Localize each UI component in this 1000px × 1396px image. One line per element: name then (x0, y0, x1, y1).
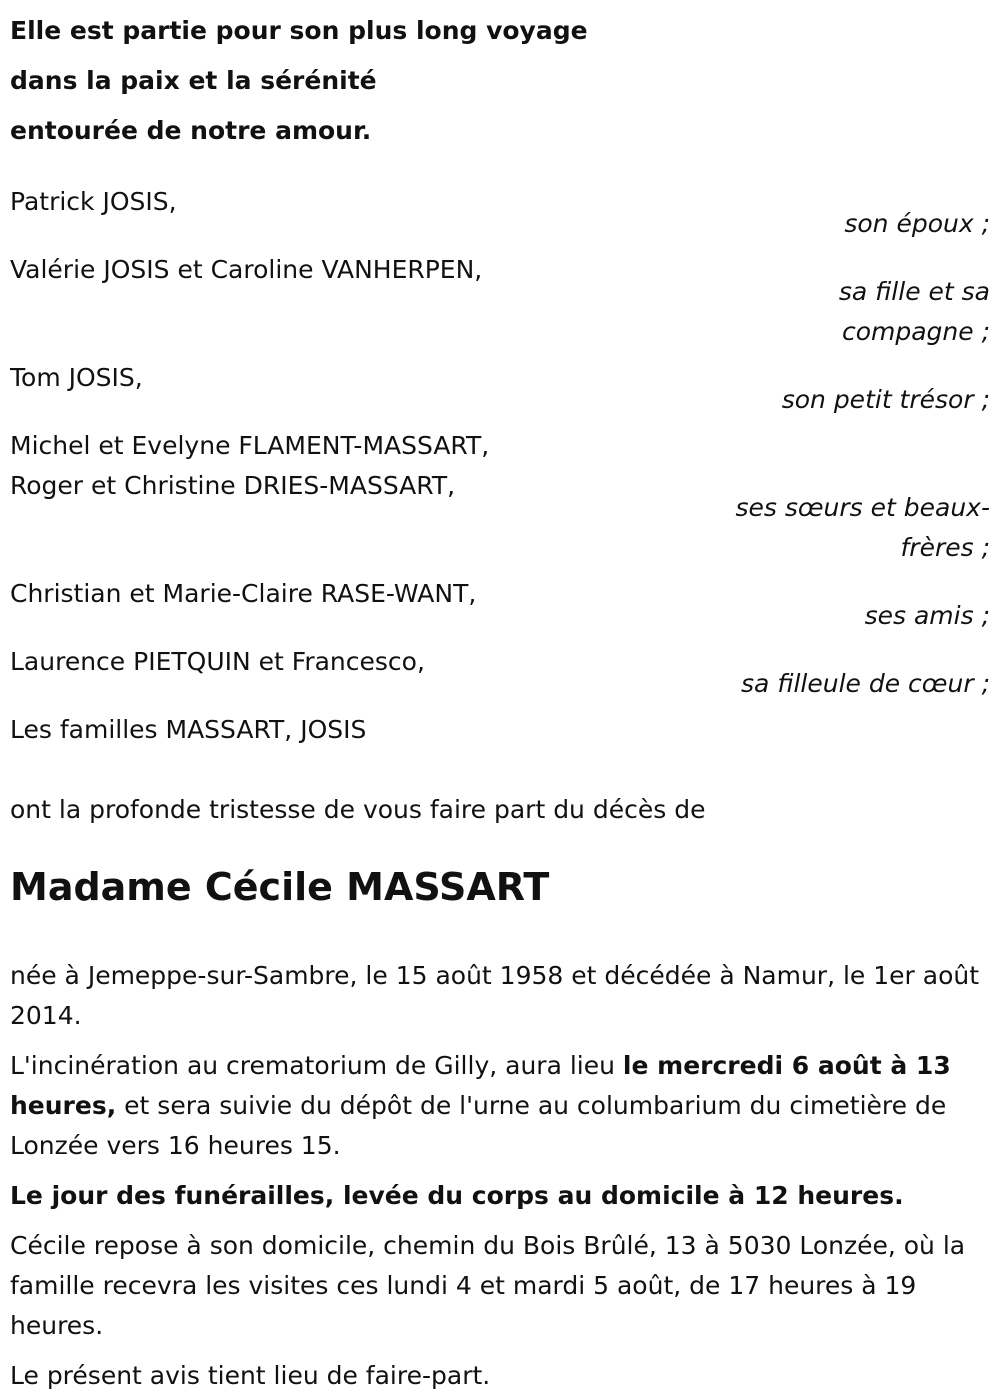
family-names: Valérie JOSIS et Caroline VANHERPEN, (10, 255, 483, 284)
deceased-name: Madame Cécile MASSART (10, 865, 550, 909)
family-names: Laurence PIETQUIN et Francesco, (10, 647, 425, 676)
family-role: son époux ; (844, 209, 990, 238)
family-role: ses amis ; (864, 601, 990, 630)
family-row (10, 574, 990, 636)
closing-text: Le présent avis tient lieu de faire-part. (10, 1361, 491, 1390)
cremation-text (10, 1046, 990, 1166)
poem (10, 0, 990, 156)
family-names: Patrick JOSIS, (10, 187, 177, 216)
cremation-post: et sera suivie du dépôt de l'urne au columbarium du cimetière de Lonzée vers 16 heures 15. (10, 1091, 947, 1160)
family-role: ses sœurs et beaux-frères ; (735, 493, 990, 562)
family-names: Tom JOSIS, (10, 363, 143, 392)
visits-text: Cécile repose à son domicile, chemin du Bois Brûlé, 13 à 5030 Lonzée, où la famille recevra les visites ces lundi 4 et mardi 5 août, de 17 heures à 19 heures. (10, 1231, 966, 1340)
cremation-pre: L'incinération au crematorium de Gilly, aura lieu (10, 1051, 623, 1080)
family-row (10, 426, 990, 568)
family-row (10, 358, 990, 420)
family-names: Michel et Evelyne FLAMENT-MASSART, (10, 431, 490, 460)
family-last: Les familles MASSART, JOSIS (10, 715, 367, 744)
poem-line-1: Elle est partie pour son plus long voyage (10, 16, 588, 45)
family-row (10, 642, 990, 704)
poem-line-2: dans la paix et la sérénité (10, 66, 377, 95)
details (10, 956, 990, 1396)
birth-death-text: née à Jemeppe-sur-Sambre, le 15 août 1958 et décédée à Namur, le 1er août 2014. (10, 961, 980, 1030)
cremation-date: le mercredi 6 août à 13 heures, (10, 1051, 951, 1120)
family-row (10, 182, 990, 244)
family-role: sa fille et sa compagne ; (838, 277, 990, 346)
poem-line-3: entourée de notre amour. (10, 116, 372, 145)
family-names: Christian et Marie-Claire RASE-WANT, (10, 579, 477, 608)
funeral-day-text: Le jour des funérailles, levée du corps au domicile à 12 heures. (10, 1181, 904, 1210)
family-role: son petit trésor ; (781, 385, 990, 414)
family-row (10, 250, 990, 352)
family-list (10, 182, 990, 750)
family-role: sa filleule de cœur ; (741, 669, 990, 698)
family-names: Roger et Christine DRIES-MASSART, (10, 471, 456, 500)
intro-text: ont la profonde tristesse de vous faire part du décès de (10, 795, 706, 824)
